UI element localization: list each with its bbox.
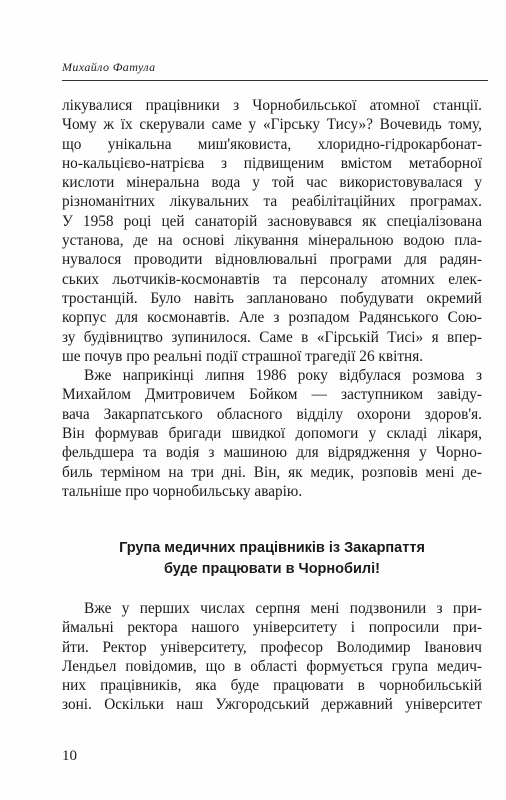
text-line: биль терміном на три дні. Він, як медик, розповів мені де- [62,463,482,481]
text-line: Лендьел повідомив, що в області формується група медич- [62,657,482,675]
text-line: У 1958 році цей санаторій засновувався як спеціалізована [62,212,482,230]
paragraph-1 [62,96,482,366]
text-line: Чому ж їх скерували саме у «Гірську Тису»? Вочевидь тому, [62,116,482,134]
text-line: ських льотчиків-космонавтів та персоналу атомних елек- [62,270,482,288]
text-line: Вже наприкінці липня 1986 року відбулася розмова з [84,367,482,385]
text-line: Він формував бригади швидкої допомоги у складі лікаря, [62,425,482,443]
text-line: вача Закарпатського обласного відділу охорони здоров'я. [62,405,482,423]
page-number: 10 [62,748,77,764]
text-line: лікувалися працівники з Чорнобильської атомної станції. [62,97,482,114]
text-line: Вже у перших числах серпня мені подзвонили з при- [84,600,482,617]
running-header-author: Михайло Фатула [62,60,156,74]
text-line: кислоти мінеральна вода у той час використовувалася у [62,174,482,192]
text-line: тростанцій. Було навіть заплановано побудувати окремий [62,289,482,307]
text-line: корпус для космонавтів. Але з розпадом Радянського Сою- [62,309,482,327]
text-line: зоні. Оскільки наш Ужгородський державний університет [62,696,482,714]
text-line: нувалося проводити відновлювальні програми для радян- [62,251,482,269]
text-line: що унікальна миш'яковиста, хлоридно-гідрокарбонат- [62,135,482,153]
text-line: ше почув про реальні події страшної трагедії 26 квітня. [62,347,424,365]
text-line: тальніше про чорнобильську аварію. [62,482,303,500]
text-line: но-кальцієво-натрієва з підвищеним вмістом метаборної [62,154,482,172]
paragraph-3 [62,599,482,715]
paragraph-block-1 [62,96,482,501]
text-line: зу будівництво зупинилося. Саме в «Гірській Тисі» я впер- [62,328,482,346]
text-line: Михайлом Дмитровичем Бойком — заступником завіду- [62,386,482,404]
text-line: різноманітних лікувальних та реабілітаційних програмах. [62,193,482,211]
paragraph-2 [62,366,482,501]
text-line: йти. Ректор університету, професор Володимир Іванович [62,638,482,656]
section-heading-line: буде працювати в Чорнобилі! [164,561,380,577]
text-line: ймальні ректора нашого університету і попросили при- [62,619,482,637]
text-line: них працівників, яка буде працювати в чорнобильській [62,677,482,695]
text-line: установа, де на основі лікування мінеральною водою пла- [62,232,482,250]
header-divider [62,80,488,81]
section-heading-line: Група медичних працівників із Закарпаття [119,540,425,556]
section-heading [62,538,482,580]
text-line: фельдшера та водія з машиною для відрядження у Чорно- [62,444,482,462]
